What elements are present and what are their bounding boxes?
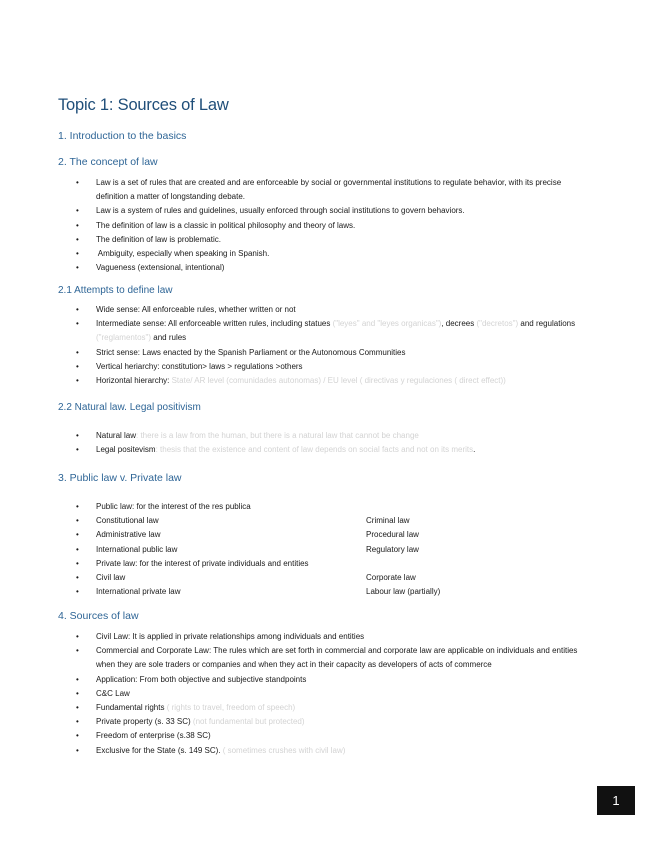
intermediate-text: and regulations [518,319,576,329]
list-item: • Freedom of enterprise (s.38 SC) [0,729,600,743]
table-row [0,557,600,571]
page-title: Topic 1: Sources of Law [58,96,229,114]
row-left: Civil law [96,573,126,583]
list-item: • Strict sense: Laws enacted by the Spanish Parliament or the Autonomous Communities [0,346,600,360]
list-item: • Vagueness (extensional, intentional) [0,261,600,275]
list-item [0,317,600,345]
intermediate-note: ("leyes" and "leyes organicas") [332,319,442,329]
list-item: • Civil Law: It is applied in private relationships among individuals and entities [0,630,600,644]
row-right: Criminal law [366,516,410,526]
list-item [0,443,600,457]
section-2-1-list [0,303,600,388]
section-4-heading: 4. Sources of law [58,610,139,622]
row-left: Private law: for the interest of private individuals and entities [96,558,309,568]
section-2-1-heading: 2.1 Attempts to define law [58,285,173,296]
table-row [0,500,600,514]
row-right: Procedural law [366,530,419,540]
section-4-list [0,630,600,758]
page-number: 1 [597,786,635,815]
private-property-text: Private property (s. 33 SC) [96,717,193,727]
list-item [0,701,600,715]
positivism-term: Legal positevism [96,445,156,455]
intermediate-note: ("decretos") [476,319,519,329]
list-item [0,715,600,729]
row-right: Regulatory law [366,544,419,554]
fundamental-rights-note: ( rights to travel, freedom of speech) [166,703,296,713]
table-row [0,514,600,528]
list-item: • Ambiguity, especially when speaking in Spanish. [0,247,600,261]
horizontal-note: State/ AR level (comunidades autonomas) / EU level ( directivas y regulaciones ( direct effect)) [171,376,506,386]
row-left: International private law [96,587,181,597]
section-2-list [0,176,600,275]
list-item: • C&C Law [0,687,600,701]
list-item: • Commercial and Corporate Law: The rules which are set forth in commercial and corporate law are applicable on individuals and entities when they are sole traders or companies and when they act in their capacity as developers of acts of commerce [0,644,600,672]
list-item [0,429,600,443]
exclusive-state-note: ( sometimes crushes with civil law) [222,745,346,755]
section-2-heading: 2. The concept of law [58,156,158,168]
list-item: • Law is a system of rules and guidelines, usually enforced through social institutions to govern behaviors. [0,204,600,218]
list-item: • Application: From both objective and subjective standpoints [0,673,600,687]
row-left: Constitutional law [96,516,159,526]
section-3-heading: 3. Public law v. Private law [58,472,182,484]
list-item: • The definition of law is a classic in political philosophy and theory of laws. [0,219,600,233]
row-left: International public law [96,544,178,554]
intermediate-note: ("reglamentos") [96,333,152,343]
table-row [0,543,600,557]
positivism-note: : thesis that the existence and content of law depends on social facts and not on its merits [155,445,474,455]
row-left: Administrative law [96,530,161,540]
section-1-heading: 1. Introduction to the basics [58,130,187,142]
list-item: • Law is a set of rules that are created and are enforceable by social or governmental institutions to regulate behavior, with its precise definition a matter of longstanding debate. [0,176,600,204]
list-item: • The definition of law is problematic. [0,233,600,247]
section-2-2-list [0,429,600,457]
intermediate-text: , decrees [441,319,477,329]
list-item: • Vertical heriarchy: constitution> laws > regulations >others [0,360,600,374]
row-left: Public law: for the interest of the res publica [96,502,251,511]
table-row [0,528,600,542]
table-row [0,585,600,599]
natural-law-term: Natural law [96,431,137,440]
list-item [0,744,600,758]
fundamental-rights-text: Fundamental rights [96,703,167,713]
list-item: • Wide sense: All enforceable rules, whether written or not [0,303,600,317]
horizontal-text: Horizontal hierarchy: [96,376,172,386]
section-2-2-heading: 2.2 Natural law. Legal positivism [58,402,201,413]
exclusive-state-text: Exclusive for the State (s. 149 SC). [96,745,223,755]
private-property-note: (not fundamental but protected) [192,717,305,727]
intermediate-text: and rules [151,333,187,343]
positivism-end: . [473,445,476,455]
row-right: Labour law (partially) [366,587,441,597]
row-right: Corporate law [366,573,416,583]
natural-law-note: : there is a law from the human, but there is a natural law that cannot be change [136,431,419,440]
list-item [0,374,600,388]
section-3-list [0,500,600,599]
intermediate-text: Intermediate sense: All enforceable written rules, including statues [96,319,333,329]
table-row [0,571,600,585]
